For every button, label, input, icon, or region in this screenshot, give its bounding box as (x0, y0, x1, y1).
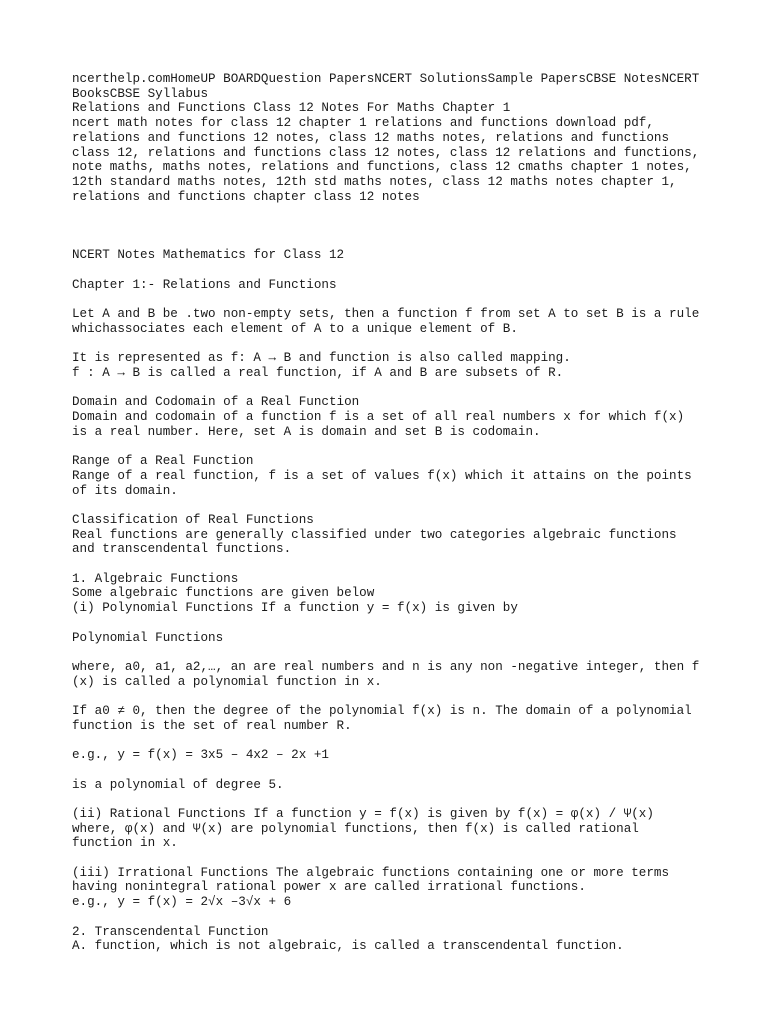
text-line: function is the set of real number R. (72, 718, 352, 733)
text-line: Range of a real function, f is a set of values f(x) which it attains on the points (72, 468, 692, 483)
document-page (72, 72, 712, 954)
notes-heading: NCERT Notes Mathematics for Class 12 (72, 248, 345, 263)
text-line: If a0 ≠ 0, then the degree of the polynomial f(x) is n. The domain of a polynomial (72, 704, 692, 719)
text-line: f : A → B is called a real function, if A and B are subsets of R. (72, 365, 564, 380)
text-line: It is represented as f: A → B and function is also called mapping. (72, 351, 571, 366)
algebraic-section (72, 572, 712, 616)
text-line: (i) Polynomial Functions If a function y = f(x) is given by (72, 601, 518, 616)
polynomial-paragraph (72, 660, 712, 689)
text-line: is a polynomial of degree 5. (72, 777, 284, 792)
text-line: e.g., y = f(x) = 2√x –3√x + 6 (72, 895, 292, 910)
section-title: Classification of Real Functions (72, 512, 314, 527)
degree-paragraph (72, 704, 712, 733)
irrational-paragraph (72, 866, 712, 910)
section-title: 1. Algebraic Functions (72, 571, 239, 586)
keywords-line: 12th standard maths notes, 12th std maths notes, class 12 maths notes chapter 1, (72, 174, 677, 189)
text-line: having nonintegral rational power x are called irrational functions. (72, 880, 586, 895)
classification-section (72, 513, 712, 557)
section-title: Domain and Codomain of a Real Function (72, 395, 360, 410)
keywords-line: class 12, relations and functions class 12 notes, class 12 relations and functions, (72, 145, 700, 160)
transcendental-section (72, 925, 712, 954)
keywords-line: ncert math notes for class 12 chapter 1 relations and functions download pdf, (72, 116, 654, 131)
keywords-line: note maths, maths notes, relations and functions, class 12 cmaths chapter 1 notes, (72, 160, 692, 175)
text-line: where, φ(x) and Ψ(x) are polynomial functions, then f(x) is called rational (72, 821, 639, 836)
nav-line: BooksCBSE Syllabus (72, 86, 209, 101)
section-title: Range of a Real Function (72, 454, 254, 469)
text-line: function in x. (72, 836, 178, 851)
keywords-line: relations and functions 12 notes, class 12 maths notes, relations and functions (72, 130, 670, 145)
text-line: Some algebraic functions are given below (72, 586, 375, 601)
range-section (72, 454, 712, 498)
nav-line: ncerthelp.comHomeUP BOARDQuestion PapersNCERT SolutionsSample PapersCBSE NotesNCERT (72, 72, 700, 86)
text-line: of its domain. (72, 483, 178, 498)
chapter-heading: Chapter 1:- Relations and Functions (72, 277, 337, 292)
text-line: whichassociates each element of A to a unique element of B. (72, 321, 518, 336)
section-title: Polynomial Functions (72, 630, 224, 645)
rational-paragraph (72, 807, 712, 851)
text-line: (x) is called a polynomial function in x. (72, 674, 382, 689)
page-title: Relations and Functions Class 12 Notes For Maths Chapter 1 (72, 101, 511, 116)
text-line: (iii) Irrational Functions The algebraic functions containing one or more terms (72, 865, 670, 880)
text-line: and transcendental functions. (72, 542, 292, 557)
example-line: e.g., y = f(x) = 3x5 – 4x2 – 2x +1 (72, 748, 329, 763)
text-line: where, a0, a1, a2,…, an are real numbers and n is any non -negative integer, then f (72, 659, 700, 674)
text-line: Real functions are generally classified under two categories algebraic functions (72, 527, 677, 542)
text-line: Domain and codomain of a function f is a set of all real numbers x for which f(x) (72, 410, 685, 425)
keywords-block (72, 116, 712, 204)
text-line: A. function, which is not algebraic, is called a transcendental function. (72, 939, 624, 954)
site-nav-text (72, 72, 712, 101)
text-line: Let A and B be .two non-empty sets, then a function f from set A to set B is a rule (72, 307, 700, 322)
text-line: (ii) Rational Functions If a function y = f(x) is given by f(x) = φ(x) / Ψ(x) (72, 806, 654, 821)
section-title: 2. Transcendental Function (72, 924, 269, 939)
keywords-line: relations and functions chapter class 12 notes (72, 189, 420, 204)
text-line: is a real number. Here, set A is domain and set B is codomain. (72, 424, 541, 439)
definition-paragraph (72, 307, 712, 336)
mapping-paragraph (72, 351, 712, 380)
domain-section (72, 395, 712, 439)
